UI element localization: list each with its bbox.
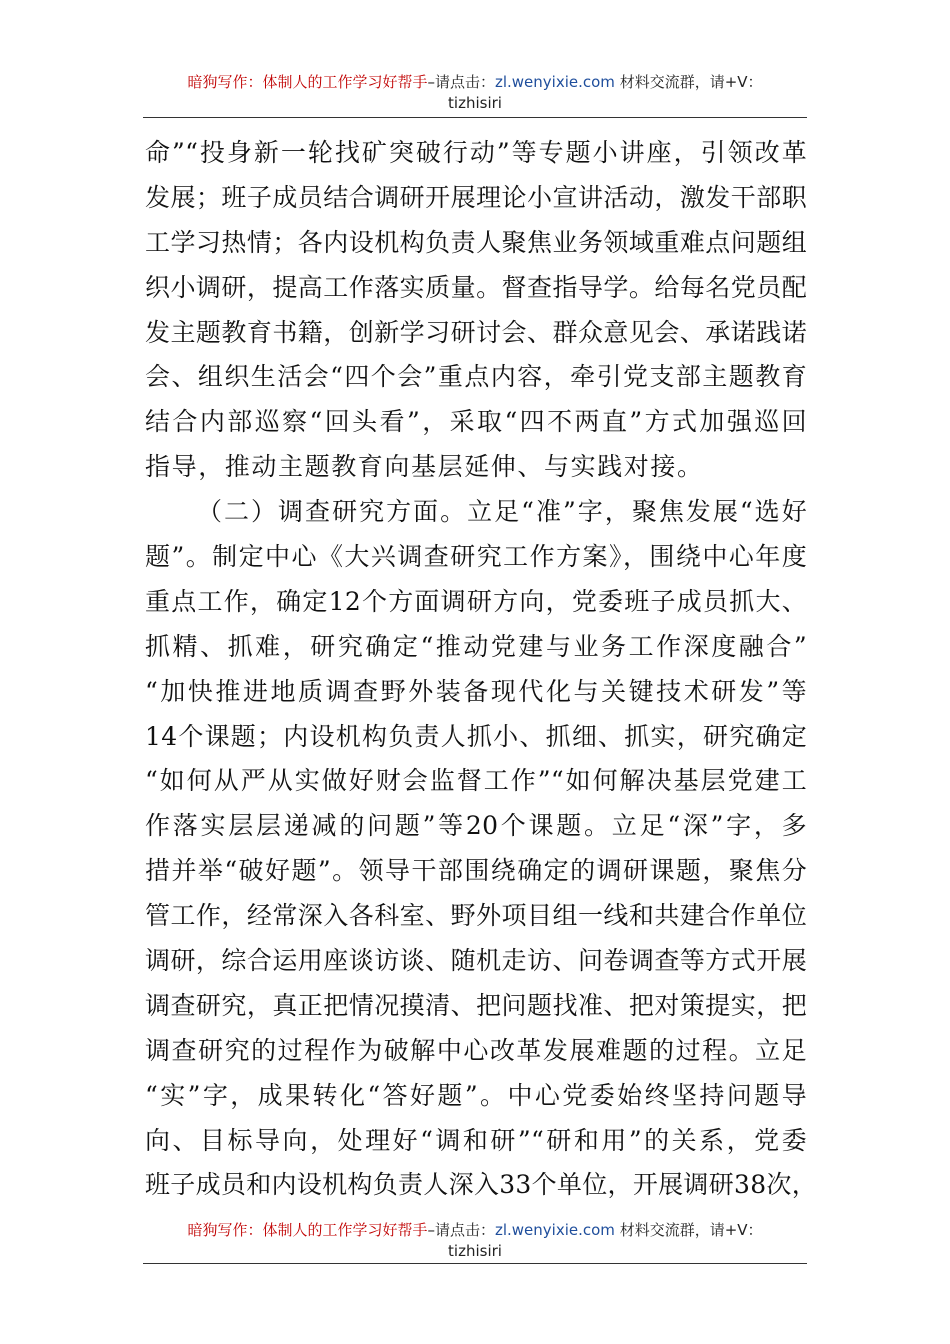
body-line-17: 措并举“破好题”。领导干部围绕确定的调研课题，聚焦分 <box>145 856 807 886</box>
footer-wechat-id: tizhisiri <box>448 1242 502 1260</box>
body-line-9-section-heading: （二）调查研究方面。立足“准”字，聚焦发展“选好 <box>197 497 807 527</box>
body-line-10: 题”。制定中心《大兴调查研究工作方案》，围绕中心年度 <box>145 542 807 572</box>
body-line-4: 织小调研，提高工作落实质量。督查指导学。给每名党员配 <box>145 272 807 302</box>
document-body <box>145 131 818 1208</box>
header-wechat-id: tizhisiri <box>448 94 502 112</box>
body-line-16: 作落实层层递减的问题”等20个课题。立足“深”字，多 <box>145 811 807 841</box>
page-header-banner <box>143 72 807 114</box>
body-line-23: 向、目标导向，处理好“调和研”“研和用”的关系，党委 <box>145 1125 807 1155</box>
footer-slogan: 暗狗写作：体制人的工作学习好帮手 <box>187 1221 428 1239</box>
footer-website-link[interactable]: zl.wenyixie.com <box>494 1221 615 1239</box>
body-line-1: 命”“投身新一轮找矿突破行动”等专题小讲座，引领改革 <box>145 138 807 167</box>
body-line-20: 调查研究，真正把情况摸清、把问题找准、把对策提实，把 <box>145 990 807 1020</box>
footer-divider <box>143 1263 807 1264</box>
body-line-2: 发展；班子成员结合调研开展理论小宣讲活动，激发干部职 <box>145 182 807 212</box>
header-group-text: 材料交流群，请+V： <box>614 73 763 91</box>
body-line-19: 调研，综合运用座谈访谈、随机走访、问卷调查等方式开展 <box>145 946 807 976</box>
footer-group-text: 材料交流群，请+V： <box>614 1221 763 1239</box>
body-line-18: 管工作，经常深入各科室、野外项目组一线和共建合作单位 <box>145 901 807 931</box>
body-line-3: 工学习热情；各内设机构负责人聚焦业务领域重难点问题组 <box>145 227 807 257</box>
body-line-5: 发主题教育书籍，创新学习研讨会、群众意见会、承诺践诺 <box>145 317 807 347</box>
body-line-21: 调查研究的过程作为破解中心改革发展难题的过程。立足 <box>145 1035 807 1065</box>
body-line-14: 14个课题；内设机构负责人抓小、抓细、抓实，研究确定 <box>145 721 807 751</box>
body-line-11: 重点工作，确定12个方面调研方向，党委班子成员抓大、 <box>145 586 807 616</box>
header-click-prompt: –请点击： <box>427 73 495 91</box>
header-slogan: 暗狗写作：体制人的工作学习好帮手 <box>187 73 428 91</box>
body-line-13: “加快推进地质调查野外装备现代化与关键技术研发”等 <box>145 676 807 706</box>
footer-line-1 <box>143 1220 807 1241</box>
page-footer-banner <box>143 1220 807 1262</box>
body-line-22: “实”字，成果转化“答好题”。中心党委始终坚持问题导 <box>145 1080 807 1110</box>
header-divider <box>143 117 807 118</box>
body-line-8: 指导，推动主题教育向基层延伸、与实践对接。 <box>145 452 704 482</box>
body-line-6: 会、组织生活会“四个会”重点内容，牵引党支部主题教育 <box>145 362 807 392</box>
body-line-15: “如何从严从实做好财会监督工作”“如何解决基层党建工 <box>145 766 807 796</box>
body-line-7: 结合内部巡察“回头看”，采取“四不两直”方式加强巡回 <box>145 407 807 437</box>
body-line-12: 抓精、抓难，研究确定“推动党建与业务工作深度融合” <box>145 631 807 661</box>
header-website-link[interactable]: zl.wenyixie.com <box>494 73 615 91</box>
body-line-24: 班子成员和内设机构负责人深入33个单位，开展调研38次， <box>145 1170 818 1200</box>
footer-click-prompt: –请点击： <box>427 1221 495 1239</box>
header-line-1 <box>143 72 807 93</box>
